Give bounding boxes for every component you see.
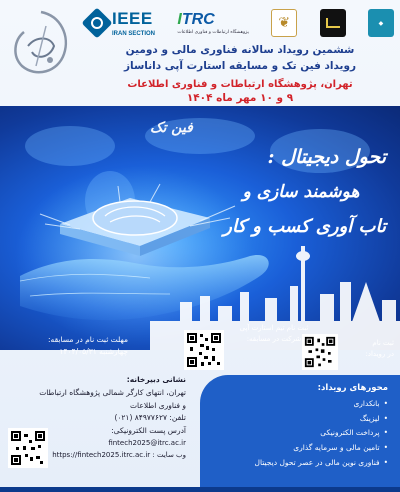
slogan-line-3: تاب آوری کسب و کار [223, 216, 386, 237]
itrc-letters: TRC [181, 10, 215, 28]
phone: تلفن: ۸۴۹۷۷۶۲۷ (۰۲۱) [114, 413, 186, 423]
topic-item: • بانکداری [208, 397, 388, 412]
topics-heading: محورهای رویداد: [317, 383, 388, 393]
chart-logo-icon [320, 9, 346, 37]
event-registration-qr-code[interactable] [302, 334, 338, 370]
event-registration [334, 338, 394, 360]
team-registration-line-2: شرکت در مسابقه: [246, 334, 302, 343]
calligraphy-emblem-icon [6, 6, 76, 86]
slogan-line-1: تحول دیجیتال : [267, 146, 386, 168]
title-line-1: ششمین رویداد سالانه فناوری مالی و دومین [125, 44, 355, 56]
ieee-section: IRAN SECTION [112, 31, 156, 37]
topic-item: • فناوری نوین مالی در عصر تحول دیجیتال [208, 456, 388, 471]
event-registration-line-2: در رویداد: [365, 349, 394, 358]
team-registration-line-1: ثبت نام تیم استارت آپی [239, 324, 309, 332]
date-line: ۹ و ۱۰ مهر ماه ۱۴۰۴ [186, 91, 294, 104]
ieee-logo [86, 9, 155, 37]
itrc-letter-i: I [177, 10, 182, 28]
event-titles [90, 42, 390, 104]
secretariat-heading: نشانی دبیرخانه: [126, 375, 186, 384]
venue-line: تهران، پژوهشگاه ارتباطات و فناوری اطلاعات [127, 78, 353, 90]
team-registration-qr-code[interactable] [184, 330, 224, 370]
bottom-strip [0, 487, 400, 492]
secretariat-qr-code[interactable] [8, 428, 48, 468]
teal-logo-icon: ◆ [368, 9, 394, 37]
deadline-label: مهلت ثبت نام در مسابقه: [48, 335, 128, 344]
address-line-2: و فناوری اطلاعات [130, 400, 186, 410]
gold-emblem-logo-icon: ❦ [271, 9, 297, 37]
website-link[interactable]: https://fintech2025.itrc.ac.ir : وب سایت [52, 450, 186, 459]
title-line-2: رویداد فین تک و مسابقه استارت آپی داناساز [123, 60, 357, 73]
slogan [216, 146, 386, 237]
itrc-logo [177, 11, 249, 36]
topic-item: • پرداخت الکترونیکی [208, 426, 388, 441]
address-line-1: تهران، انتهای کارگر شمالی پژوهشگاه ارتباطات [39, 387, 186, 397]
slogan-line-2: هوشمند سازی و [242, 182, 360, 202]
topic-item: • تامین مالی و سرمایه گذاری [208, 441, 388, 456]
event-topics-panel [200, 375, 400, 492]
fintech-wordmark: فین تک [150, 120, 193, 136]
email-label: آدرس پست الکترونیکی: [111, 426, 186, 435]
deadline-date: چهارشنبه ۱۴۰۴/۰۵/۳۱ [59, 347, 128, 356]
ieee-word: IEEE [112, 9, 153, 28]
event-registration-line-1: ثبت نام [372, 339, 394, 347]
ieee-diamond-icon [81, 7, 112, 38]
sponsor-logos [86, 6, 394, 40]
hero-banner [0, 106, 400, 350]
email-address[interactable]: fintech2025@itrc.ac.ir [108, 438, 186, 447]
registration-deadline [8, 334, 128, 358]
itrc-subtitle: پژوهشگاه ارتباطات و فناوری اطلاعات [177, 29, 249, 35]
topics-list [208, 397, 388, 470]
topic-item: • لیزینگ [208, 412, 388, 427]
